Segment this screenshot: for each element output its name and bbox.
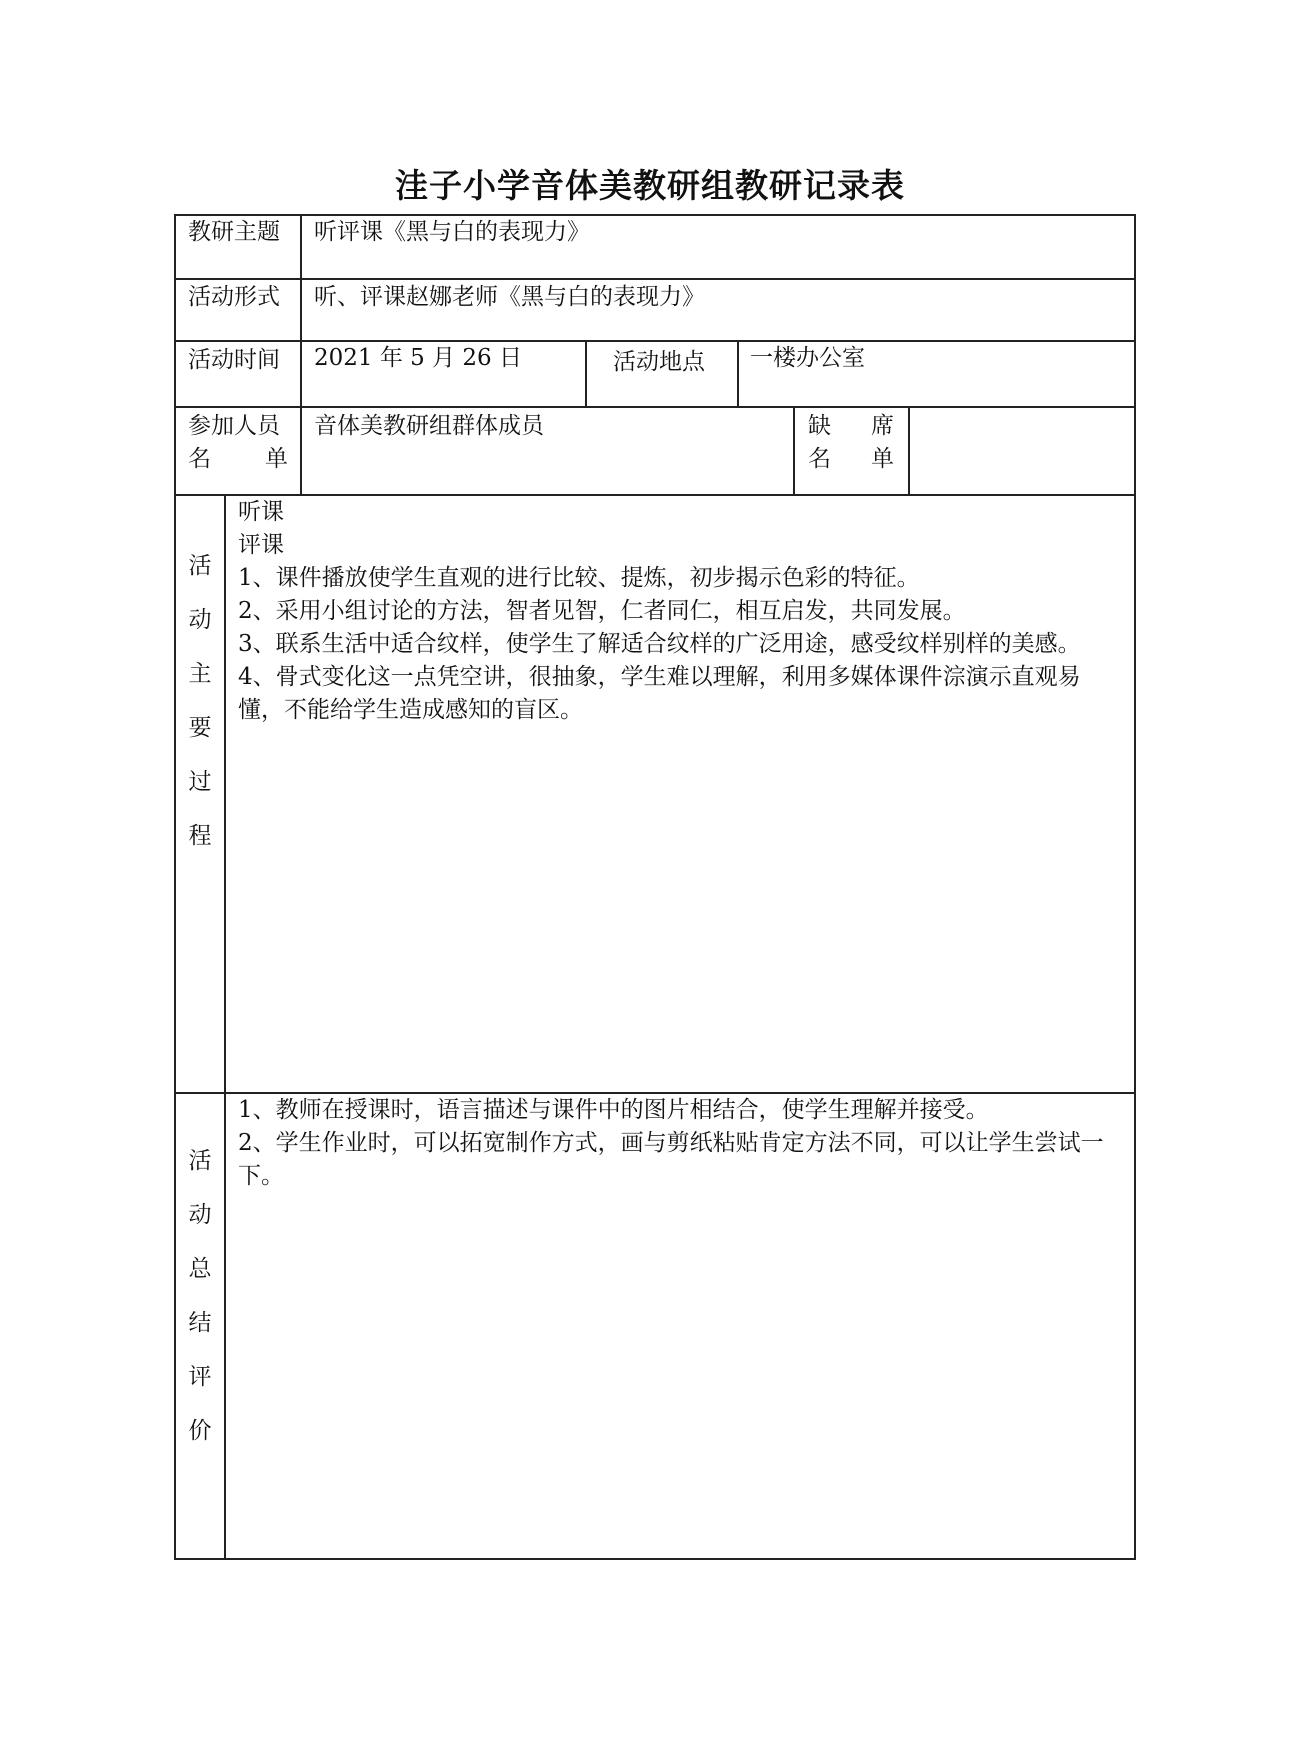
process-line: 4、骨式变化这一点凭空讲，很抽象，学生难以理解，利用多媒体课件淙演示直观易懂，不能给学生造成感知的盲区。 [238,664,1081,723]
summary-label-char: 动 [188,1202,212,1228]
participants-label [188,410,288,476]
summary-label-char: 评 [188,1364,212,1390]
absent-label [808,410,894,476]
page-title: 洼子小学音体美教研组教研记录表 [395,166,905,205]
summary-line: 2、学生作业时，可以拓宽制作方式，画与剪纸粘贴肯定方法不同，可以让学生尝试一下。 [238,1130,1104,1189]
process-line: 评课 [238,532,284,558]
absent-label-char-a1: 缺 [808,413,831,439]
absent-label-char-b1: 席 [871,413,894,439]
process-line: 2、采用小组讨论的方法，智者见智，仁者同仁，相互启发，共同发展。 [238,598,966,624]
process-line: 1、课件播放使学生直观的进行比较、提炼，初步揭示色彩的特征。 [238,565,920,591]
process-label-char: 主 [188,661,212,687]
participants-label-char-b: 单 [265,446,288,472]
participants-label-line1: 参加人员 [188,413,280,439]
process-label-char: 活 [188,553,212,579]
summary-line: 1、教师在授课时，语言描述与课件中的图片相结合，使学生理解并接受。 [238,1097,989,1123]
process-label-char: 程 [188,823,212,849]
participants-value: 音体美教研组群体成员 [314,413,544,439]
summary-label-char: 活 [188,1148,212,1174]
place-value: 一楼办公室 [750,345,865,371]
summary-label [175,1134,225,1458]
absent-label-char-a2: 名 [808,446,831,472]
summary-label-char: 结 [188,1310,212,1336]
summary-content [238,1094,1126,1193]
process-line: 听课 [238,499,284,525]
form-value: 听、评课赵娜老师《黑与白的表现力》 [314,284,705,310]
time-value: 2021 年 5 月 26 日 [314,345,522,371]
process-label [175,539,225,863]
absent-label-char-b2: 单 [871,446,894,472]
process-label-char: 动 [188,607,212,633]
process-label-char: 过 [188,769,212,795]
participants-label-char-a: 名 [188,446,211,472]
absent-label-line1 [808,410,894,443]
absent-label-line2 [808,443,894,476]
process-content [238,496,1126,727]
form-label: 活动形式 [188,284,280,310]
place-label: 活动地点 [613,349,705,375]
process-label-char: 要 [188,715,212,741]
summary-label-char: 总 [188,1256,212,1282]
topic-label: 教研主题 [188,219,280,245]
summary-label-char: 价 [188,1418,212,1444]
process-line: 3、联系生活中适合纹样，使学生了解适合纹样的广泛用途，感受纹样别样的美感。 [238,631,1081,657]
time-label: 活动时间 [188,347,280,373]
topic-value: 听评课《黑与白的表现力》 [314,219,590,245]
participants-label-line2 [188,443,288,476]
